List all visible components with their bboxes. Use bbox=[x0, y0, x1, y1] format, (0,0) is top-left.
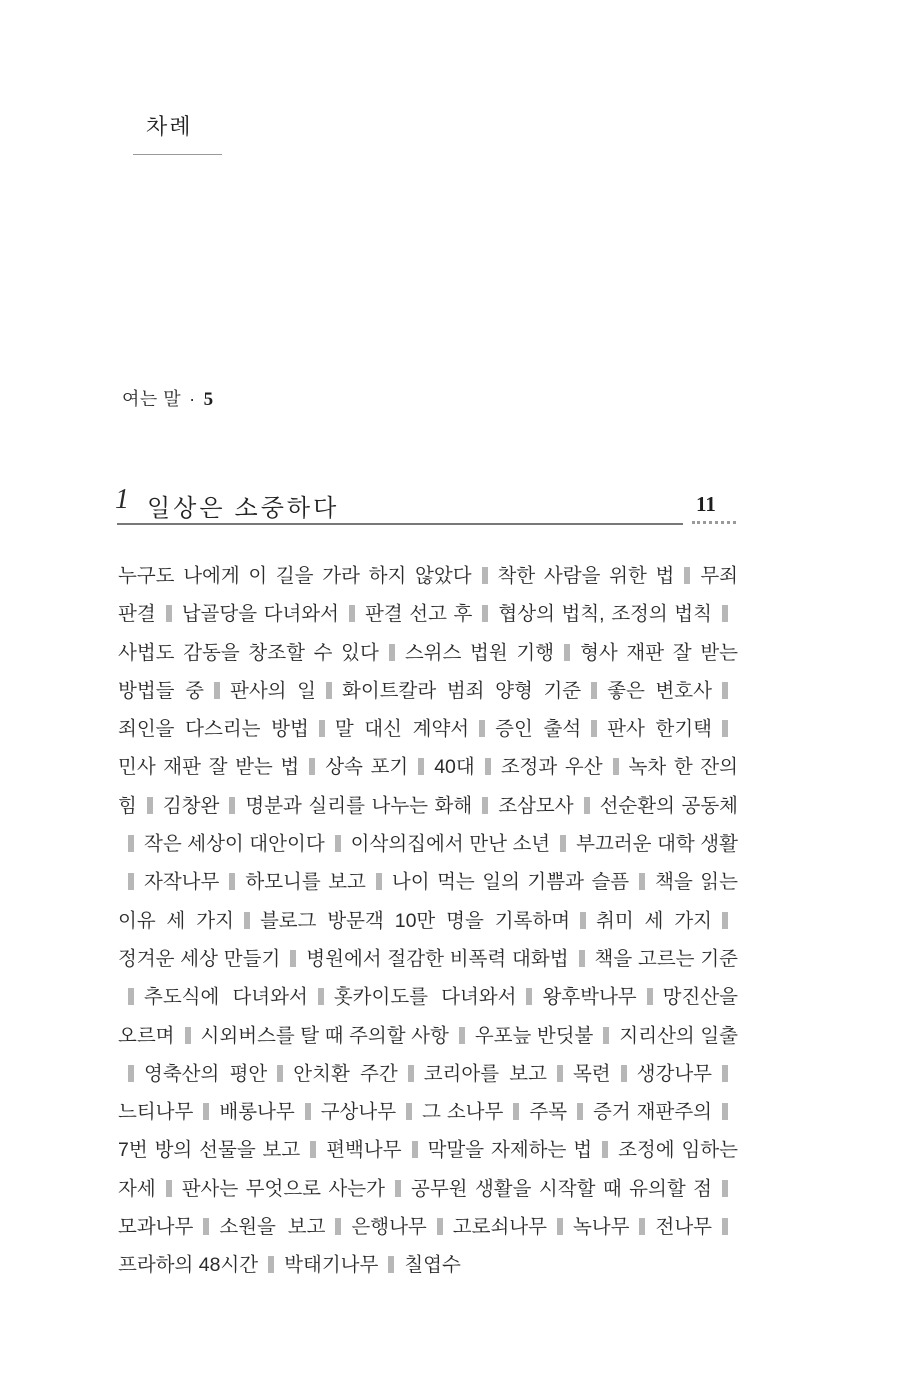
entry-separator-icon bbox=[722, 1065, 728, 1082]
toc-entry: 작은 세상이 대안이다 bbox=[144, 833, 325, 856]
toc-entry: 판결 선고 후 bbox=[365, 603, 473, 626]
toc-entry: 나이 먹는 일의 기쁨과 슬픔 bbox=[391, 871, 630, 894]
entry-separator-icon bbox=[459, 1027, 465, 1044]
entry-separator-icon bbox=[613, 758, 619, 775]
chapter-rule-dotted bbox=[692, 521, 736, 524]
toc-entry: 증거 재판주의 bbox=[593, 1101, 712, 1124]
entry-separator-icon bbox=[603, 1027, 609, 1044]
toc-entry: 7번 방의 선물을 보고 bbox=[118, 1139, 301, 1162]
entry-separator-icon bbox=[479, 720, 485, 737]
front-matter-label: 여는 말 bbox=[122, 389, 182, 409]
entry-separator-icon bbox=[335, 1218, 341, 1235]
entry-separator-icon bbox=[722, 720, 728, 737]
toc-entry: 영축산의 평안 bbox=[144, 1062, 268, 1085]
entry-separator-icon bbox=[244, 912, 250, 929]
entry-separator-icon bbox=[305, 1103, 311, 1120]
entry-separator-icon bbox=[560, 835, 566, 852]
entry-separator-icon bbox=[602, 1141, 608, 1158]
entry-separator-icon bbox=[722, 682, 728, 699]
toc-entry: 생강나무 bbox=[636, 1062, 712, 1085]
toc-entry: 판사는 무엇으로 사는가 bbox=[181, 1177, 385, 1200]
toc-entry: 고로쇠나무 bbox=[452, 1216, 547, 1239]
toc-entry: 구상나무 bbox=[320, 1101, 397, 1124]
toc-entry: 조정에 임하는 자세 bbox=[118, 1139, 738, 1200]
entry-separator-icon bbox=[166, 605, 172, 622]
entry-separator-icon bbox=[389, 644, 395, 661]
toc-entry: 상속 포기 bbox=[325, 756, 409, 779]
toc-entry: 조정과 우산 bbox=[500, 756, 603, 779]
toc-entry: 프라하의 48시간 bbox=[118, 1254, 259, 1277]
toc-entry: 사법도 감동을 창조할 수 있다 bbox=[118, 641, 379, 664]
entry-separator-icon bbox=[326, 682, 332, 699]
chapter-page-number: 11 bbox=[696, 492, 716, 516]
chapter-entries bbox=[118, 557, 738, 1285]
entry-separator-icon bbox=[318, 988, 324, 1005]
entry-separator-icon bbox=[647, 988, 653, 1005]
toc-entry: 형사 재판 잘 받는 방법들 중 bbox=[118, 641, 738, 702]
toc-entry: 박태기나무 bbox=[284, 1254, 379, 1277]
chapter-rule-solid bbox=[117, 523, 683, 525]
entry-separator-icon bbox=[395, 1180, 401, 1197]
toc-entry: 협상의 법칙, 조정의 법칙 bbox=[498, 603, 712, 626]
toc-entry: 좋은 변호사 bbox=[607, 679, 712, 702]
entry-separator-icon bbox=[229, 797, 235, 814]
toc-entry: 책을 읽는 이유 세 가지 bbox=[118, 871, 738, 932]
entry-separator-icon bbox=[335, 835, 341, 852]
entry-separator-icon bbox=[722, 605, 728, 622]
toc-entry: 우포늪 반딧불 bbox=[474, 1024, 594, 1047]
toc-entry: 배롱나무 bbox=[219, 1101, 295, 1124]
front-matter-page-number: 5 bbox=[203, 389, 214, 410]
entry-separator-icon bbox=[388, 1256, 394, 1273]
toc-entry: 화이트칼라 범죄 양형 기준 bbox=[342, 679, 582, 702]
toc-entry: 무죄 판결 bbox=[118, 565, 739, 626]
entry-separator-icon bbox=[482, 567, 488, 584]
entry-separator-icon bbox=[406, 1103, 412, 1120]
toc-entry: 이삭의집에서 만난 소년 bbox=[350, 833, 551, 856]
toc-entry: 김창완 bbox=[162, 794, 220, 817]
toc-entry: 선순환의 공동체 bbox=[599, 794, 738, 817]
toc-entry: 판사 한기택 bbox=[607, 718, 712, 741]
toc-entry: 죄인을 다스리는 방법 bbox=[118, 718, 309, 741]
toc-entry: 누구도 나에게 이 길을 가라 하지 않았다 bbox=[118, 565, 472, 587]
toc-entry: 편백나무 bbox=[326, 1139, 402, 1162]
entry-separator-icon bbox=[310, 1141, 316, 1158]
toc-entry: 녹차 한 잔의 힘 bbox=[118, 756, 738, 817]
entry-separator-icon bbox=[639, 873, 645, 890]
middle-dot: · bbox=[189, 389, 196, 409]
toc-entry: 녹나무 bbox=[572, 1216, 630, 1239]
toc-entry: 납골당을 다녀와서 bbox=[181, 603, 339, 626]
entry-separator-icon bbox=[166, 1180, 172, 1197]
toc-entry: 병원에서 절감한 비폭력 대화법 bbox=[306, 947, 569, 970]
entry-separator-icon bbox=[579, 950, 585, 967]
toc-entry: 40대 bbox=[434, 756, 475, 779]
entry-separator-icon bbox=[564, 644, 570, 661]
entry-separator-icon bbox=[309, 758, 315, 775]
chapter-title: 일상은 소중하다 bbox=[147, 496, 340, 522]
entry-separator-icon bbox=[485, 758, 491, 775]
entry-separator-icon bbox=[684, 567, 690, 584]
toc-entry: 목련 bbox=[572, 1062, 611, 1085]
entry-separator-icon bbox=[349, 605, 355, 622]
entry-separator-icon bbox=[584, 797, 590, 814]
entry-separator-icon bbox=[591, 682, 597, 699]
entry-separator-icon bbox=[722, 912, 728, 929]
entry-separator-icon bbox=[482, 605, 488, 622]
toc-entry: 시외버스를 탈 때 주의할 사항 bbox=[200, 1024, 449, 1047]
entry-separator-icon bbox=[513, 1103, 519, 1120]
toc-entry: 느티나무 bbox=[118, 1101, 194, 1124]
entry-separator-icon bbox=[722, 1180, 728, 1197]
toc-entry: 모과나무 bbox=[118, 1216, 194, 1239]
toc-entry: 판사의 일 bbox=[230, 679, 316, 702]
toc-entry: 전나무 bbox=[655, 1216, 712, 1239]
toc-entry: 정겨운 세상 만들기 bbox=[118, 947, 281, 970]
toc-entry: 안치환 주간 bbox=[293, 1062, 398, 1085]
toc-entry: 명분과 실리를 나누는 화해 bbox=[245, 794, 473, 817]
toc-entry: 증인 출석 bbox=[495, 718, 582, 741]
toc-entry: 지리산의 일출 bbox=[619, 1024, 738, 1047]
entry-separator-icon bbox=[203, 1218, 209, 1235]
toc-entry: 자작나무 bbox=[144, 871, 220, 894]
contents-heading-underline bbox=[133, 154, 222, 155]
entry-separator-icon bbox=[128, 988, 134, 1005]
toc-entry: 추도식에 다녀와서 bbox=[144, 986, 308, 1009]
chapter-number: 1 bbox=[115, 484, 129, 515]
toc-entry: 블로그 방문객 10만 명을 기록하며 bbox=[259, 909, 571, 932]
entry-separator-icon bbox=[147, 797, 153, 814]
toc-entry: 왕후박나무 bbox=[542, 986, 637, 1009]
toc-entry: 하모니를 보고 bbox=[245, 871, 366, 894]
toc-entry: 그 소나무 bbox=[422, 1101, 504, 1124]
entry-separator-icon bbox=[277, 1065, 283, 1082]
toc-entry: 취미 세 가지 bbox=[596, 909, 712, 932]
toc-entry: 주목 bbox=[529, 1101, 568, 1124]
entry-separator-icon bbox=[128, 835, 134, 852]
front-matter-entry bbox=[122, 385, 214, 411]
entry-separator-icon bbox=[128, 873, 134, 890]
entry-separator-icon bbox=[418, 758, 424, 775]
toc-entry: 홋카이도를 다녀와서 bbox=[333, 986, 517, 1009]
entry-separator-icon bbox=[290, 950, 296, 967]
entry-separator-icon bbox=[214, 682, 220, 699]
toc-entry: 소원을 보고 bbox=[219, 1216, 326, 1239]
entry-separator-icon bbox=[639, 1218, 645, 1235]
entry-separator-icon bbox=[319, 720, 325, 737]
entry-separator-icon bbox=[268, 1256, 274, 1273]
entry-separator-icon bbox=[203, 1103, 209, 1120]
toc-entry: 착한 사람을 위한 법 bbox=[497, 565, 675, 587]
toc-entry: 조삼모사 bbox=[498, 794, 574, 817]
entry-separator-icon bbox=[557, 1065, 563, 1082]
entry-separator-icon bbox=[408, 1065, 414, 1082]
toc-entry: 공무원 생활을 시작할 때 유의할 점 bbox=[410, 1177, 712, 1200]
toc-entry: 칠엽수 bbox=[404, 1254, 461, 1277]
toc-entry: 부끄러운 대학 생활 bbox=[576, 833, 738, 856]
entry-separator-icon bbox=[437, 1218, 443, 1235]
entry-separator-icon bbox=[621, 1065, 627, 1082]
toc-entry: 망진산을 오르며 bbox=[118, 986, 738, 1047]
entry-separator-icon bbox=[128, 1065, 134, 1082]
contents-heading: 차례 bbox=[146, 114, 193, 139]
toc-entry: 책을 고르는 기준 bbox=[594, 947, 738, 970]
toc-entry: 코리아를 보고 bbox=[423, 1062, 547, 1085]
toc-entry: 민사 재판 잘 받는 법 bbox=[118, 756, 300, 779]
entry-separator-icon bbox=[580, 912, 586, 929]
toc-entry: 말 대신 계약서 bbox=[334, 718, 470, 741]
entry-separator-icon bbox=[185, 1027, 191, 1044]
entry-separator-icon bbox=[412, 1141, 418, 1158]
entry-separator-icon bbox=[526, 988, 532, 1005]
entry-separator-icon bbox=[591, 720, 597, 737]
toc-entry: 스위스 법원 기행 bbox=[404, 641, 555, 664]
entry-separator-icon bbox=[577, 1103, 583, 1120]
entry-separator-icon bbox=[722, 1103, 728, 1120]
entry-separator-icon bbox=[482, 797, 488, 814]
entry-separator-icon bbox=[229, 873, 235, 890]
toc-entry: 막말을 자제하는 법 bbox=[427, 1139, 593, 1162]
entry-separator-icon bbox=[376, 873, 382, 890]
entry-separator-icon bbox=[557, 1218, 563, 1235]
entry-separator-icon bbox=[722, 1218, 728, 1235]
toc-entry: 은행나무 bbox=[351, 1216, 427, 1239]
